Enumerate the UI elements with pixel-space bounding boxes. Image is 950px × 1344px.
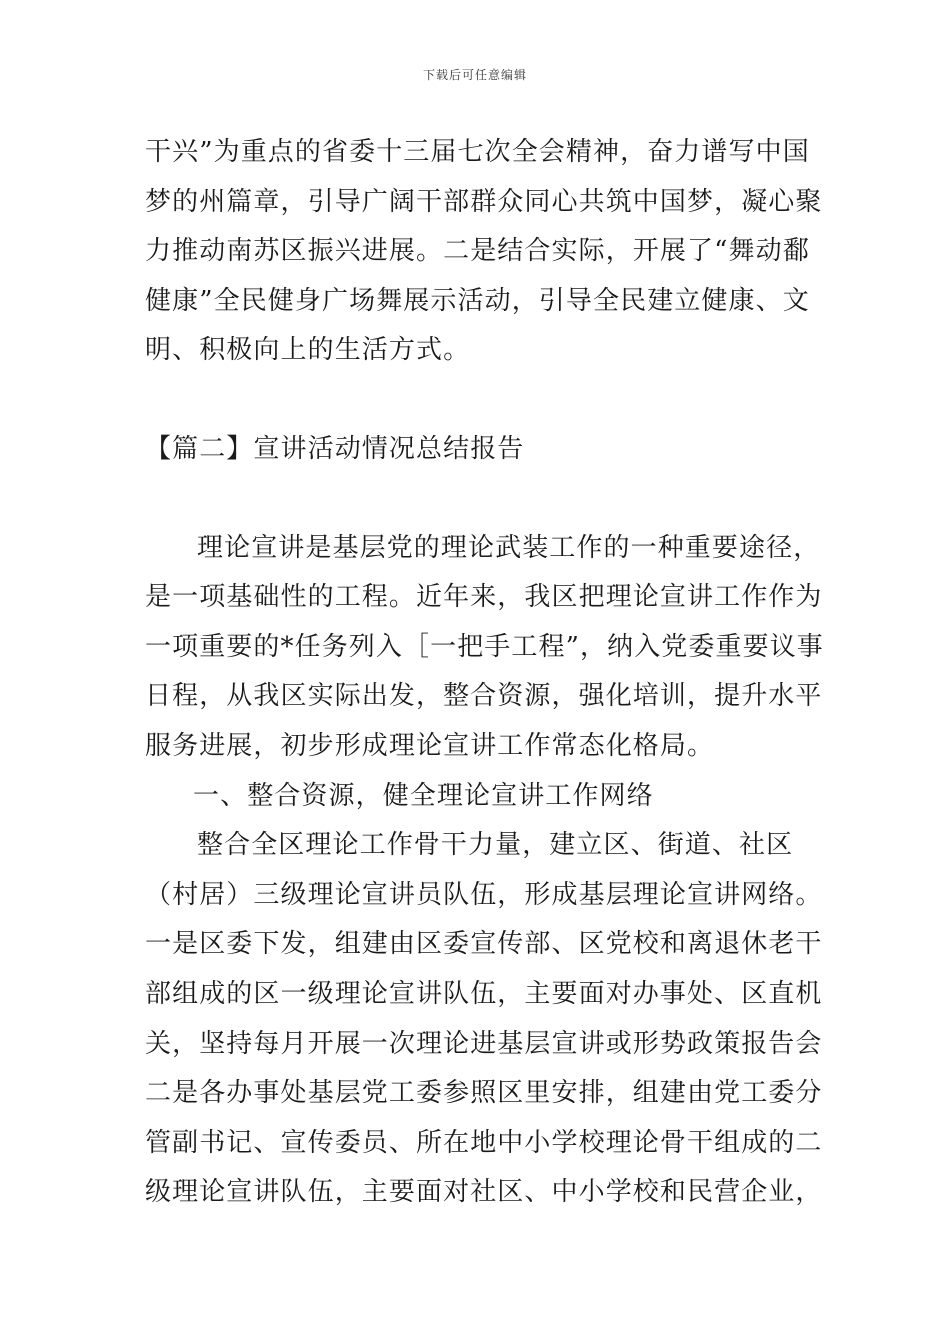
text-line: 关，坚持每月开展一次理论进基层宣讲或形势政策报告会 <box>145 1028 823 1059</box>
text-line: （村居）三级理论宣讲员队伍，形成基层理论宣讲网络。 <box>145 879 823 910</box>
text-line: 一项重要的*任务列入［一把手工程”，纳入党委重要议事 <box>145 631 824 662</box>
text-line: 理论宣讲是基层党的理论武装工作的一种重要途径， <box>197 532 821 563</box>
text-line: 级理论宣讲队伍，主要面对社区、中小学校和民营企业， <box>145 1177 823 1208</box>
text-line: 是一项基础性的工程。近年来，我区把理论宣讲工作作为 <box>145 582 823 613</box>
text-line: 管副书记、宣传委员、所在地中小学校理论骨干组成的二 <box>145 1127 823 1158</box>
text-line: 部组成的区一级理论宣讲队伍，主要面对办事处、区直机 <box>145 978 823 1009</box>
text-line: 干兴”为重点的省委十三届七次全会精神，奋力谱写中国 <box>145 137 810 167</box>
text-line: 整合全区理论工作骨干力量，建立区、街道、社区 <box>197 830 794 861</box>
text-line: 明、积极向上的生活方式。 <box>145 335 471 366</box>
text-line: 健康”全民健身广场舞展示活动，引导全民建立健康、文 <box>145 285 810 316</box>
text-line: 力推动南苏区振兴进展。二是结合实际，开展了“舞动鄱 <box>145 236 810 267</box>
paragraph-network <box>145 821 823 1218</box>
subheading: 一、整合资源，健全理论宣讲工作网络 <box>193 780 654 811</box>
section-title: 【篇二】宣讲活动情况总结报告 <box>145 433 525 464</box>
text-line: 日程，从我区实际出发，整合资源，强化培训，提升水平 <box>145 681 823 712</box>
text-line: 服务进展，初步形成理论宣讲工作常态化格局。 <box>145 730 715 761</box>
text-line: 梦的州篇章，引导广阔干部群众同心共筑中国梦，凝心聚 <box>145 186 823 217</box>
paragraph-intro <box>145 524 824 772</box>
spacer <box>145 475 815 524</box>
page-header: 下载后可任意编辑 <box>422 68 527 82</box>
text-line: 二是各办事处基层党工委参照区里安排，组建由党工委分 <box>145 1078 823 1109</box>
document-body <box>145 128 824 1218</box>
spacer <box>145 376 815 425</box>
text-line: 一是区委下发，组建由区委宣传部、区党校和离退休老干 <box>145 929 823 960</box>
paragraph-continuation <box>145 128 823 376</box>
